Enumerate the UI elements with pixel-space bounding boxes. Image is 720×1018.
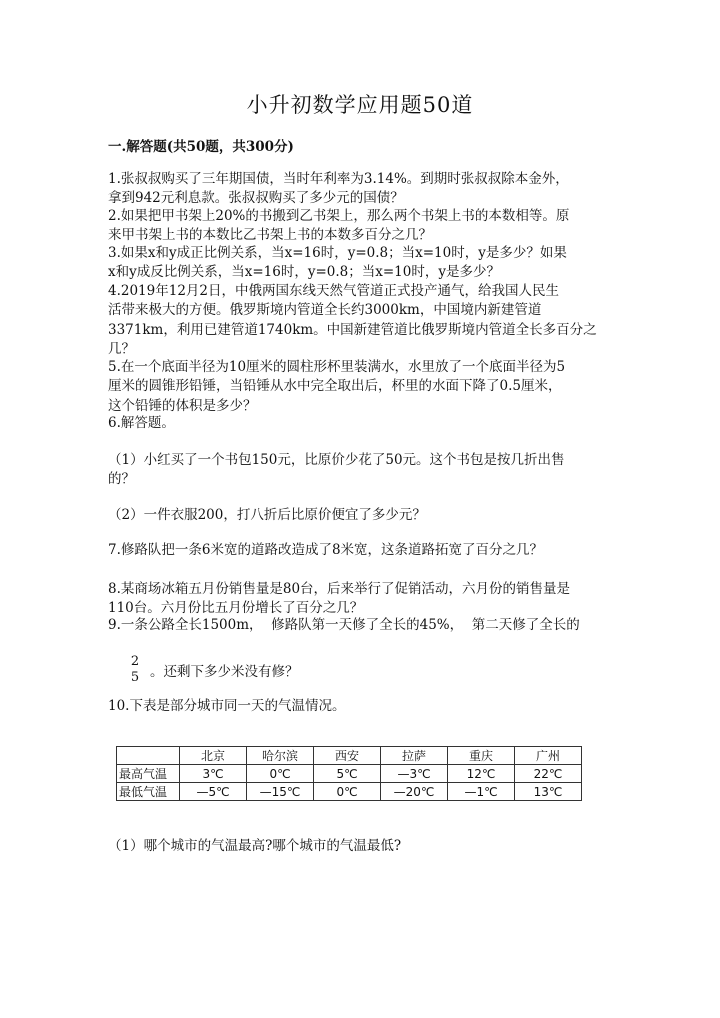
temperature-cell: —5℃: [180, 783, 247, 801]
table-row: [117, 765, 582, 783]
city-header: 广州: [515, 747, 582, 765]
temperature-cell: 13℃: [515, 783, 582, 801]
city-header: 西安: [314, 747, 381, 765]
temperature-cell: 22℃: [515, 765, 582, 783]
temperature-cell: 0℃: [247, 765, 314, 783]
row-label: 最低气温: [117, 783, 180, 801]
question-2: 2.如果把甲书架上20%的书搬到乙书架上，那么两个书架上书的本数相等。原 来甲书架上书的本数比乙书架上书的本数多百分之几？: [108, 208, 570, 244]
table-row: [117, 783, 582, 801]
question-5: 5.在一个底面半径为10厘米的圆柱形杯里装满水，水里放了一个底面半径为5 厘米的圆锥形铅锤，当铅锤从水中完全取出后，杯里的水面下降了0.5厘米， 这个铅锤的体积是多少？: [108, 359, 566, 414]
fraction-denominator: 5: [130, 670, 140, 685]
question-6-part-2: （2）一件衣服200，打八折后比原价便宜了多少元？: [108, 507, 426, 523]
fraction-numerator: 2: [130, 654, 140, 669]
question-10: 10.下表是部分城市同一天的气温情况。: [108, 698, 346, 714]
question-10-part-1: （1）哪个城市的气温最高?哪个城市的气温最低?: [108, 838, 402, 854]
temperature-table: [116, 746, 582, 801]
question-9: 9.一条公路全长1500m， 修路队第一天修了全长的45%， 第二天修了全长的: [108, 617, 580, 633]
temperature-cell: 5℃: [314, 765, 381, 783]
city-header: 重庆: [448, 747, 515, 765]
question-3: 3.如果x和y成正比例关系，当x=16时，y=0.8；当x=10时，y是多少？如果 x和y成反比例关系，当x=16时，y=0.8；当x=10时，y是多少？: [108, 245, 567, 281]
fraction-two-fifths: [128, 654, 142, 686]
temperature-cell: 12℃: [448, 765, 515, 783]
section-heading: 一.解答题(共50题，共300分): [108, 139, 294, 155]
city-header: 哈尔滨: [247, 747, 314, 765]
question-1: 1.张叔叔购买了三年期国债，当时年利率为3.14%。到期时张叔叔除本金外， 拿到942元利息款。张叔叔购买了多少元的国债？: [108, 171, 569, 207]
temperature-cell: 0℃: [314, 783, 381, 801]
question-7: 7.修路队把一条6米宽的道路改造成了8米宽，这条道路拓宽了百分之几？: [108, 542, 544, 558]
table-header-row: [117, 747, 582, 765]
question-4: 4.2019年12月2日，中俄两国东线天然气管道正式投产通气，给我国人民生 活带来极大的方便。俄罗斯境内管道全长约3000km，中国境内新建管道 3371km，利用已建管道1740km。中国新建管道比俄罗斯境内管道全长多百分之 几？: [108, 283, 597, 357]
page-title: 小升初数学应用题50道: [246, 93, 474, 117]
temperature-cell: 3℃: [180, 765, 247, 783]
question-9-tail: 。还剩下多少米没有修？: [150, 664, 299, 680]
temperature-cell: —3℃: [381, 765, 448, 783]
table-corner-cell: [117, 747, 180, 765]
temperature-cell: —20℃: [381, 783, 448, 801]
temperature-cell: —15℃: [247, 783, 314, 801]
city-header: 拉萨: [381, 747, 448, 765]
question-6: 6.解答题。: [108, 415, 175, 431]
temperature-cell: —1℃: [448, 783, 515, 801]
city-header: 北京: [180, 747, 247, 765]
row-label: 最高气温: [117, 765, 180, 783]
question-6-part-1: （1）小红买了一个书包150元，比原价少花了50元。这个书包是按几折出售 的？: [108, 452, 565, 488]
question-8: 8.某商场冰箱五月份销售量是80台，后来举行了促销活动，六月份的销售量是 110台。六月份比五月份增长了百分之几？: [108, 581, 571, 617]
